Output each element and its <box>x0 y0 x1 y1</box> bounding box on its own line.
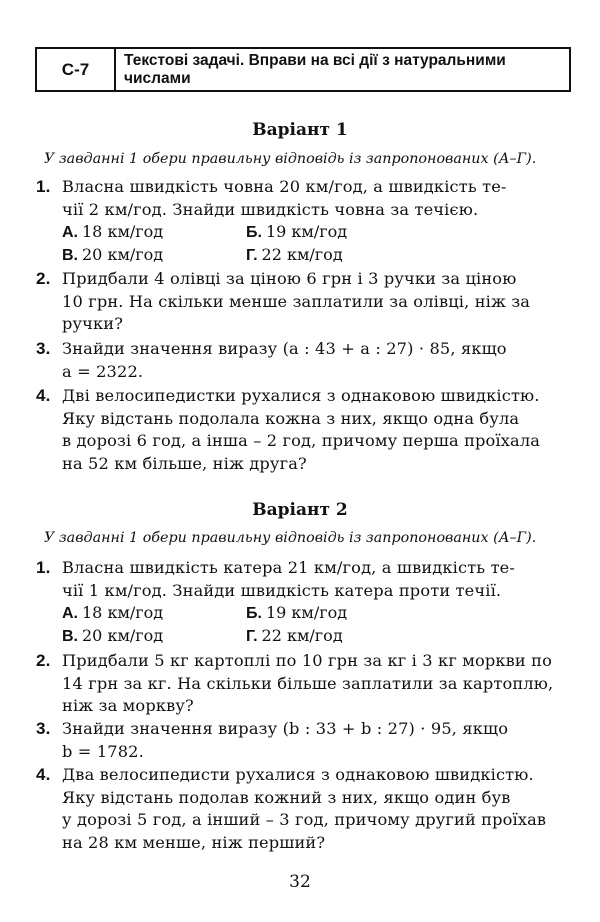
task-number: 2. <box>36 651 51 670</box>
section-title-line2: числами <box>124 70 191 87</box>
task-number: 4. <box>36 765 51 784</box>
task-line: чії 1 км/год. Знайди швидкість катера проти течії. <box>62 580 502 600</box>
section-title <box>116 49 569 90</box>
task-line: a = 2322. <box>62 361 144 381</box>
variant1-heading: Варіант 1 <box>252 120 348 140</box>
option-a: А. 18 км/год <box>62 603 164 622</box>
option-v: В. 20 км/год <box>62 626 164 645</box>
task-line: чії 2 км/год. Знайди швидкість човна за течією. <box>62 199 479 219</box>
variant1-task3 <box>36 338 572 383</box>
task-line: Придбали 5 кг картоплі по 10 грн за кг і 3 кг моркви по <box>62 651 552 670</box>
variant1-task4 <box>36 385 572 475</box>
task-line: в дорозі 6 год, а інша – 2 год, причому перша проїхала <box>62 431 541 450</box>
task-line: b = 1782. <box>62 741 144 761</box>
task-line: на 28 км менше, ніж перший? <box>62 832 326 852</box>
task-line: 14 грн за кг. На скільки більше заплатили за картоплю, <box>62 673 554 693</box>
option-v: В. 20 км/год <box>62 245 164 264</box>
option-g: Г. 22 км/год <box>246 626 343 645</box>
task-number: 1. <box>36 558 51 577</box>
task-number: 4. <box>36 386 51 405</box>
task-line: на 52 км більше, ніж друга? <box>62 453 307 473</box>
variant2-instruction: У завданні 1 обери правильну відповідь із запропонованих (А–Г). <box>44 530 537 546</box>
task-line: Два велосипедисти рухалися з однаковою швидкістю. <box>62 765 534 784</box>
variant1-instruction: У завданні 1 обери правильну відповідь із запропонованих (А–Г). <box>44 151 537 167</box>
section-title-line1: Текстові задачі. Вправи на всі дії з натуральними <box>124 52 506 69</box>
variant2-task4 <box>36 764 572 854</box>
task-line: Придбали 4 олівці за ціною 6 грн і 3 ручки за ціною <box>62 269 517 288</box>
task-line: Дві велосипедистки рухалися з однаковою швидкістю. <box>62 386 540 405</box>
variant2-task1 <box>36 557 572 602</box>
section-header <box>35 47 571 92</box>
task-line: Власна швидкість катера 21 км/год, а швидкість те- <box>62 558 516 577</box>
task-line: Знайди значення виразу (a : 43 + a : 27) · 85, якщо <box>62 339 507 358</box>
task-number: 3. <box>36 719 51 738</box>
variant2-task2 <box>36 650 572 718</box>
option-g: Г. 22 км/год <box>246 245 343 264</box>
option-a: А. 18 км/год <box>62 222 164 241</box>
variant1-task2 <box>36 268 572 336</box>
option-b: Б. 19 км/год <box>246 222 348 241</box>
variant1-task1 <box>36 176 572 221</box>
task-line: ручки? <box>62 314 124 333</box>
task-line: Яку відстань подолав кожний з них, якщо один був <box>62 787 511 807</box>
task-number: 1. <box>36 177 51 196</box>
task-line: Знайди значення виразу (b : 33 + b : 27) · 95, якщо <box>62 719 509 738</box>
task-line: у дорозі 5 год, а інший – 3 год, причому другий проїхав <box>62 810 547 829</box>
variant2-task3 <box>36 718 572 763</box>
option-b: Б. 19 км/год <box>246 603 348 622</box>
task-line: 10 грн. На скільки менше заплатили за олівці, ніж за <box>62 291 531 311</box>
page-number: 32 <box>289 872 311 892</box>
task-line: Власна швидкість човна 20 км/год, а швидкість те- <box>62 177 507 196</box>
task-number: 3. <box>36 339 51 358</box>
task-line: Яку відстань подолала кожна з них, якщо одна була <box>62 408 520 428</box>
task-line: ніж за моркву? <box>62 696 194 715</box>
variant2-heading: Варіант 2 <box>252 500 348 520</box>
task-number: 2. <box>36 269 51 288</box>
section-code: С-7 <box>37 49 116 90</box>
